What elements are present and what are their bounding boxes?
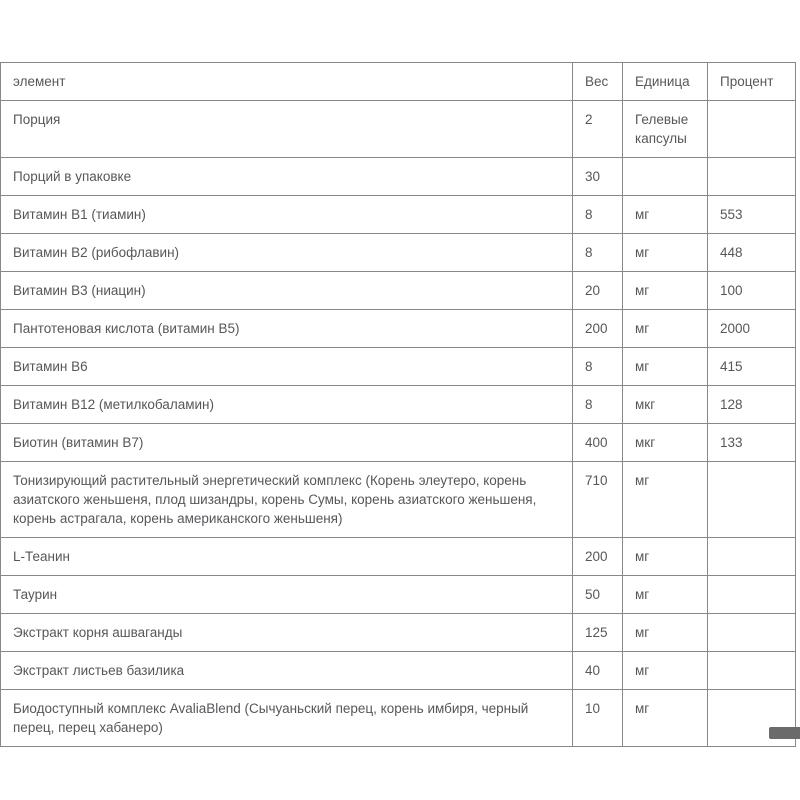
row-percent-cell: 415 xyxy=(708,348,796,386)
table-row xyxy=(1,652,796,690)
row-weight-cell: 200 xyxy=(573,310,623,348)
row-weight-cell: 30 xyxy=(573,158,623,196)
row-unit-cell: мг xyxy=(623,652,708,690)
row-unit-cell: мг xyxy=(623,348,708,386)
column-header-element: элемент xyxy=(1,63,573,101)
row-unit-cell: мкг xyxy=(623,386,708,424)
row-weight-cell: 20 xyxy=(573,272,623,310)
table-row xyxy=(1,310,796,348)
row-unit-cell: мг xyxy=(623,538,708,576)
row-weight-cell: 10 xyxy=(573,690,623,747)
row-element-cell: Порция xyxy=(1,101,573,158)
row-unit-cell: мг xyxy=(623,234,708,272)
row-unit-cell: мкг xyxy=(623,424,708,462)
horizontal-scrollbar-thumb[interactable] xyxy=(769,727,800,739)
row-unit-cell: мг xyxy=(623,690,708,747)
row-element-cell: Биотин (витамин B7) xyxy=(1,424,573,462)
row-weight-cell: 2 xyxy=(573,101,623,158)
row-weight-cell: 40 xyxy=(573,652,623,690)
table-row xyxy=(1,101,796,158)
table-row xyxy=(1,576,796,614)
row-unit-cell: мг xyxy=(623,462,708,538)
row-element-cell: Биодоступный комплекс AvaliaBlend (Сычуаньский перец, корень имбиря, черный перец, перец хабанеро) xyxy=(1,690,573,747)
supplement-facts-table xyxy=(0,62,796,747)
row-element-cell: Тонизирующий растительный энергетический комплекс (Корень элеутеро, корень азиатского женьшеня, плод шизандры, корень Сумы, корень азиатского женьшеня, корень астрагала, корень американского женьшеня) xyxy=(1,462,573,538)
row-weight-cell: 8 xyxy=(573,234,623,272)
row-element-cell: Витамин B6 xyxy=(1,348,573,386)
supplement-facts-section xyxy=(0,62,796,747)
row-weight-cell: 50 xyxy=(573,576,623,614)
row-unit-cell: Гелевые капсулы xyxy=(623,101,708,158)
row-weight-cell: 710 xyxy=(573,462,623,538)
column-header-unit: Единица xyxy=(623,63,708,101)
row-element-cell: Витамин B12 (метилкобаламин) xyxy=(1,386,573,424)
row-unit-cell: мг xyxy=(623,272,708,310)
row-weight-cell: 400 xyxy=(573,424,623,462)
row-percent-cell: 133 xyxy=(708,424,796,462)
row-unit-cell: мг xyxy=(623,196,708,234)
table-row xyxy=(1,348,796,386)
table-header-row xyxy=(1,63,796,101)
row-unit-cell: мг xyxy=(623,576,708,614)
table-row xyxy=(1,386,796,424)
row-weight-cell: 125 xyxy=(573,614,623,652)
table-row xyxy=(1,462,796,538)
row-element-cell: Таурин xyxy=(1,576,573,614)
row-element-cell: L-Теанин xyxy=(1,538,573,576)
row-element-cell: Экстракт корня ашваганды xyxy=(1,614,573,652)
row-weight-cell: 200 xyxy=(573,538,623,576)
row-percent-cell xyxy=(708,462,796,538)
row-unit-cell xyxy=(623,158,708,196)
table-row xyxy=(1,234,796,272)
row-percent-cell: 553 xyxy=(708,196,796,234)
row-unit-cell: мг xyxy=(623,310,708,348)
row-element-cell: Экстракт листьев базилика xyxy=(1,652,573,690)
table-row xyxy=(1,424,796,462)
row-weight-cell: 8 xyxy=(573,196,623,234)
row-percent-cell: 2000 xyxy=(708,310,796,348)
table-row xyxy=(1,614,796,652)
column-header-weight: Вес xyxy=(573,63,623,101)
row-percent-cell xyxy=(708,538,796,576)
row-percent-cell xyxy=(708,158,796,196)
row-unit-cell: мг xyxy=(623,614,708,652)
row-element-cell: Витамин B2 (рибофлавин) xyxy=(1,234,573,272)
row-element-cell: Порций в упаковке xyxy=(1,158,573,196)
row-percent-cell xyxy=(708,576,796,614)
table-row xyxy=(1,690,796,747)
row-percent-cell: 100 xyxy=(708,272,796,310)
table-row xyxy=(1,196,796,234)
row-element-cell: Витамин B1 (тиамин) xyxy=(1,196,573,234)
row-percent-cell: 448 xyxy=(708,234,796,272)
row-percent-cell: 128 xyxy=(708,386,796,424)
table-row xyxy=(1,158,796,196)
row-percent-cell xyxy=(708,614,796,652)
row-percent-cell xyxy=(708,652,796,690)
row-percent-cell xyxy=(708,101,796,158)
table-row xyxy=(1,272,796,310)
row-weight-cell: 8 xyxy=(573,348,623,386)
row-weight-cell: 8 xyxy=(573,386,623,424)
column-header-percent: Процент xyxy=(708,63,796,101)
row-element-cell: Витамин B3 (ниацин) xyxy=(1,272,573,310)
row-element-cell: Пантотеновая кислота (витамин B5) xyxy=(1,310,573,348)
table-row xyxy=(1,538,796,576)
